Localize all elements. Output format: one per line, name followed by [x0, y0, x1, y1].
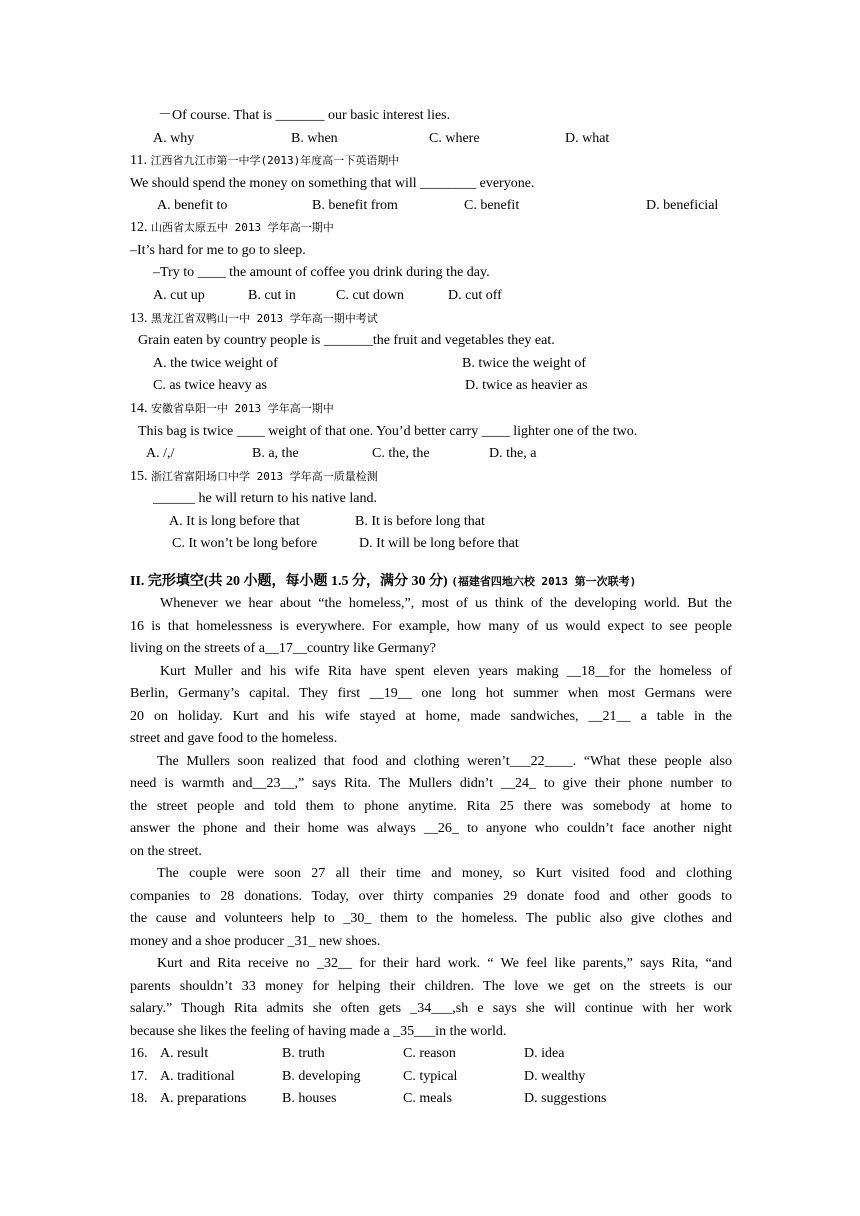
q15-header — [130, 466, 378, 488]
q12-option-a: A. cut up — [153, 288, 205, 303]
passage-line: 20 on holiday. Kurt and his wife stayed at home, made sandwiches, __21__ a table in the — [130, 709, 732, 724]
choice-option: C. meals — [403, 1091, 452, 1106]
q14-option-c: C. the, the — [372, 446, 430, 461]
choice-option: C. reason — [403, 1046, 456, 1061]
q15-number: 15. — [130, 469, 148, 484]
q14-source: 安徽省阜阳一中 2013 学年高一期中 — [151, 402, 334, 415]
q13-option-d: D. twice as heavier as — [465, 378, 588, 393]
q11-option-b: B. benefit from — [312, 198, 398, 213]
choice-option: A. result — [160, 1046, 209, 1061]
passage-line: answer the phone and their home was always __26_ to anyone who couldn’t face another night — [130, 821, 732, 836]
choice-option: B. developing — [282, 1069, 361, 1084]
passage-line: on the street. — [130, 844, 202, 859]
passage-line: living on the streets of a__17__country like Germany? — [130, 641, 436, 656]
choice-option: D. idea — [524, 1046, 565, 1061]
choice-option: A. preparations — [160, 1091, 247, 1106]
q11-header — [130, 150, 399, 172]
q11-source: 江西省九江市第一中学(2013)年度高一下英语期中 — [150, 154, 400, 167]
q11-option-d: D. beneficial — [646, 198, 719, 213]
q13-header — [130, 308, 378, 330]
q13-option-a: A. the twice weight of — [153, 356, 278, 371]
q14-stem: This bag is twice ____ weight of that one. You’d better carry ____ lighter one of the two. — [138, 424, 638, 439]
q12-source: 山西省太原五中 2013 学年高一期中 — [151, 221, 334, 234]
q10-option-d: D. what — [565, 131, 610, 146]
q12-option-b: B. cut in — [248, 288, 296, 303]
passage-line: money and a shoe producer _31_ new shoes. — [130, 934, 381, 949]
q13-stem: Grain eaten by country people is _______the fruit and vegetables they eat. — [138, 333, 555, 348]
passage-line: the cause and volunteers help to _30_ them to the homeless. The public also give clothes and — [130, 911, 732, 926]
choice-option: C. typical — [403, 1069, 458, 1084]
q14-number: 14. — [130, 401, 148, 416]
q10-option-c: C. where — [429, 131, 480, 146]
q12-option-c: C. cut down — [336, 288, 405, 303]
q10-option-a: A. why — [153, 131, 195, 146]
q11-option-c: C. benefit — [464, 198, 520, 213]
q15-stem: ______ he will return to his native land. — [153, 491, 377, 506]
q14-option-d: D. the, a — [489, 446, 537, 461]
passage-line: need is warmth and__23__,” says Rita. The Mullers didn’t __24_ to give their phone number to — [130, 776, 732, 791]
choice-option: D. wealthy — [524, 1069, 586, 1084]
passage-line: The couple were soon 27 all their time and money, so Kurt visited food and clothing — [157, 866, 732, 881]
passage-line: 16 is that homelessness is everywhere. For example, how many of us would expect to see people — [130, 619, 732, 634]
passage-line: The Mullers soon realized that food and clothing weren’t___22____. “What these people also — [157, 754, 732, 769]
q13-option-b: B. twice the weight of — [462, 356, 587, 371]
section-source: (福建省四地六校 2013 第一次联考) — [451, 575, 637, 588]
passage-line: parents shouldn’t 33 money for helping their children. The love we get on the streets is our — [130, 979, 732, 994]
section-title: II. 完形填空(共 20 小题，每小题 1.5 分，满分 30 分) — [130, 574, 448, 589]
q14-option-b: B. a, the — [252, 446, 299, 461]
choice-number: 17. — [130, 1069, 148, 1084]
q15-option-b: B. It is before long that — [355, 514, 485, 529]
q12-option-d: D. cut off — [448, 288, 502, 303]
choice-number: 16. — [130, 1046, 148, 1061]
passage-line: salary.” Though Rita admits she often gets _34___,sh e says she will continue with her work — [130, 1001, 732, 1016]
q11-stem: We should spend the money on something that will ________ everyone. — [130, 176, 535, 191]
q13-number: 13. — [130, 311, 148, 326]
choice-option: A. traditional — [160, 1069, 235, 1084]
passage-line: because she likes the feeling of having made a _35___in the world. — [130, 1024, 507, 1039]
passage-line: Whenever we hear about “the homeless,”, most of us think of the developing world. But the — [160, 596, 732, 611]
q12-line1: –It’s hard for me to go to sleep. — [130, 243, 306, 258]
q13-option-c: C. as twice heavy as — [153, 378, 267, 393]
q12-number: 12. — [130, 220, 148, 235]
q13-source: 黑龙江省双鸭山一中 2013 学年高一期中考试 — [151, 312, 378, 325]
passage-line: the street people and told them to phone anytime. Rita 25 there was somebody at home to — [130, 799, 732, 814]
q15-source: 浙江省富阳场口中学 2013 学年高一质量检测 — [151, 470, 378, 483]
section-heading — [130, 571, 636, 593]
choice-option: B. truth — [282, 1046, 325, 1061]
passage-line: Kurt Muller and his wife Rita have spent eleven years making __18__for the homeless of — [160, 664, 732, 679]
q11-number: 11. — [130, 153, 147, 168]
q10-stem: －Of course. That is _______ our basic interest lies. — [158, 108, 451, 123]
passage-line: street and gave food to the homeless. — [130, 731, 338, 746]
q15-option-a: A. It is long before that — [169, 514, 300, 529]
choice-number: 18. — [130, 1091, 148, 1106]
passage-line: companies to 28 donations. Today, over thirty companies 29 donate food and other goods to — [130, 889, 732, 904]
q10-option-b: B. when — [291, 131, 338, 146]
q14-option-a: A. /,/ — [146, 446, 175, 461]
q14-header — [130, 398, 334, 420]
passage-line: Berlin, Germany’s capital. They first __19__ one long hot summer when most Germans were — [130, 686, 732, 701]
choice-option: B. houses — [282, 1091, 337, 1106]
q12-line2: –Try to ____ the amount of coffee you drink during the day. — [153, 265, 490, 280]
q15-option-d: D. It will be long before that — [359, 536, 519, 551]
q11-option-a: A. benefit to — [157, 198, 228, 213]
choice-option: D. suggestions — [524, 1091, 607, 1106]
passage-line: Kurt and Rita receive no _32__ for their hard work. “ We feel like parents,” says Rita, “and — [157, 956, 732, 971]
q15-option-c: C. It won’t be long before — [172, 536, 318, 551]
q12-header — [130, 217, 334, 239]
